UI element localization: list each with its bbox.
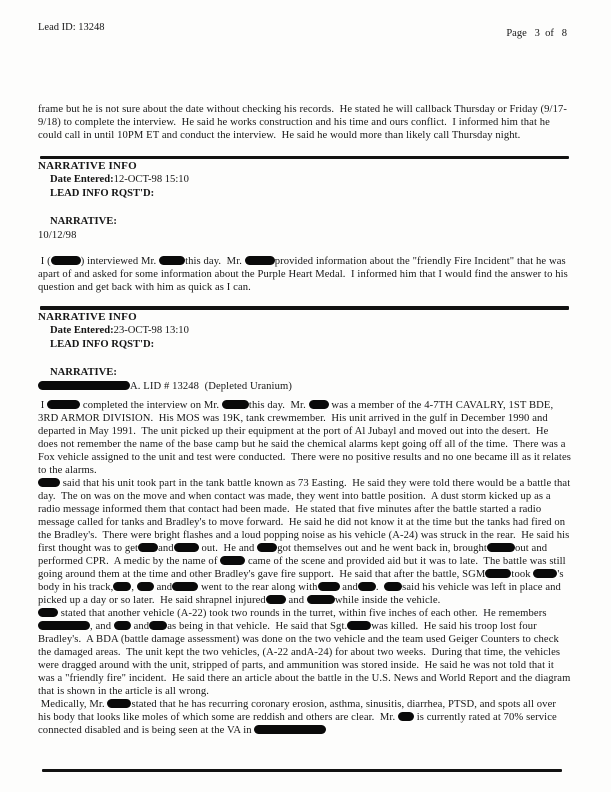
redaction-bar — [309, 400, 329, 409]
narrative-section-1 — [38, 160, 571, 294]
redaction-bar — [487, 543, 515, 552]
section-divider — [40, 306, 569, 309]
redaction-bar — [220, 556, 245, 565]
lead-info-label: LEAD INFO RQST'D: — [50, 338, 155, 350]
narrative-paragraph: I completed the interview on Mr. this day. Mr. was a member of the 4-7TH CAVALRY, 1ST BDE, 3RD ARMOR DIVISION. His MOS was 19K, tank crewmember. His unit arrived in the gulf in December 1990 and departed in May 1991. The unit picked up their equipment at the port of Al Jubayl and moved out into the desert. He does not remember the name of the base camp but he said the chemical alarms kept going off all of the time. There was a Fox vehicle assigned to the unit and test were conducted. There were no positive results and no one became ill as it relates to the alarms. — [38, 399, 574, 476]
redaction-bar — [38, 621, 90, 630]
redaction-bar — [245, 256, 275, 265]
redaction-bar — [38, 381, 130, 390]
redaction-bar — [266, 595, 286, 604]
section-divider — [40, 156, 569, 159]
redaction-bar — [38, 608, 58, 617]
redaction-bar — [254, 725, 326, 734]
redaction-bar — [257, 543, 277, 552]
page-number-label: Page 3 of 8 — [506, 28, 567, 39]
redaction-bar — [174, 543, 199, 552]
redaction-bar — [107, 699, 131, 708]
page-bottom-divider — [42, 769, 562, 772]
section-title: NARRATIVE INFO — [38, 310, 137, 323]
redaction-bar — [347, 621, 371, 630]
redaction-bar — [398, 712, 414, 721]
redaction-bar — [113, 582, 131, 591]
redaction-bar — [114, 621, 131, 630]
intro-paragraph: frame but he is not sure about the date without checking his records. He stated he will callback Thursday or Friday (9/17-9/18) to complete the interview. He said he works construction and his time and ours conflict. I informed him that he could call in until 10PM ET and conduct the interview. He said he would more than likely call Thursday night. — [38, 104, 567, 141]
redaction-bar — [384, 582, 402, 591]
redaction-bar — [533, 569, 557, 578]
date-entered-label: Date Entered: — [50, 174, 114, 186]
narrative-label: NARRATIVE: — [50, 366, 117, 378]
redaction-bar — [307, 595, 335, 604]
redaction-bar — [149, 621, 167, 630]
date-entered-label: Date Entered: — [50, 324, 114, 336]
redaction-bar — [51, 256, 81, 265]
lead-info-label: LEAD INFO RQST'D: — [50, 188, 155, 200]
narrative-paragraph: Medically, Mr. stated that he has recurring coronary erosion, asthma, sinusitis, diarrhea, PTSD, and spots all over his body that looks like moles of which some are reddish and others are clear. Mr. is currently rated at 70% service connected disabled and is being seen at the VA in — [38, 698, 560, 736]
date-entered-field — [38, 324, 571, 338]
redaction-bar — [159, 256, 185, 265]
date-entered-field — [38, 173, 571, 187]
narrative-paragraph: I ( ) interviewed Mr. this day. Mr. provided information about the "friendly Fire Incident" that he was apart of and asked for some information about the Purple Heart Medal. I informed him that I would find the answer to his question and get back with him as quick as I can. — [38, 256, 571, 294]
redaction-bar — [318, 582, 340, 591]
date-entered-value: 23-OCT-98 13:10 — [113, 324, 189, 336]
narrative-section-2 — [38, 310, 574, 737]
date-entered-value: 12-OCT-98 15:10 — [113, 174, 189, 186]
redaction-bar — [172, 582, 198, 591]
redaction-bar — [222, 400, 249, 409]
redaction-bar — [47, 400, 80, 409]
narrative-date-line: 10/12/98 — [38, 230, 77, 242]
narrative-paragraph: said that his unit took part in the tank battle known as 73 Easting. He said they were told there would be a battle that day. The on was on the move and when contact was made, they went into battle position. A dust storm kicked up as a radio message informed them that contact had been made. He stated that five minutes after the battle started a radio message called for tanks and Bradley's to move forward. He said he did not know it at the time but the tanks had fired on the Bradley's. There were bright flashes and a loud popping noise as his vehicle (A-24) was struck in the rear. He said his first thought was to get and out. He and got themselves out and he went back in, brought out and performed CPR. A medic by the name of came of the scene and provided aid but it was to late. The battle was still going around them at the time and other Bradley's gave fire support. He said that after the battle, SGM took 's body in his track, , and went to the rear along with and . said his vehicle was left in place and picked up a day or so later. He said shrapnel injured and while inside the vehicle. — [38, 477, 574, 606]
page-header — [38, 0, 571, 39]
redaction-bar — [138, 543, 158, 552]
lid-line: A. LID # 13248 (Depleted Uranium) — [38, 380, 571, 393]
section-title: NARRATIVE INFO — [38, 160, 137, 173]
redaction-bar — [358, 582, 376, 591]
narrative-paragraph: stated that another vehicle (A-22) took two rounds in the turret, within five inches of each other. He remembers, and and as being in that vehicle. He said that Sgt. was killed. He said his troop lost four Bradley's. A BDA (battle damage assessment) was done on the two vehicle and the team used Geiger Counters to check the damaged areas. The unit kept the two vehicles, (A-22 andA-24) for about two weeks. During that time, the vehicles were dragged around with the unit, stripped of parts, and ammunition was stored inside. He said he was not told that it was a "friendly fire" incident. He said there an article about the battle in the U.S. News and World Report and the diagram that is shown in the article is all wrong. — [38, 607, 574, 697]
redaction-bar — [38, 478, 60, 487]
lead-id-label: Lead ID: 13248 — [38, 22, 105, 33]
redaction-bar — [485, 569, 511, 578]
narrative-label: NARRATIVE: — [50, 216, 117, 228]
redaction-bar — [137, 582, 154, 591]
